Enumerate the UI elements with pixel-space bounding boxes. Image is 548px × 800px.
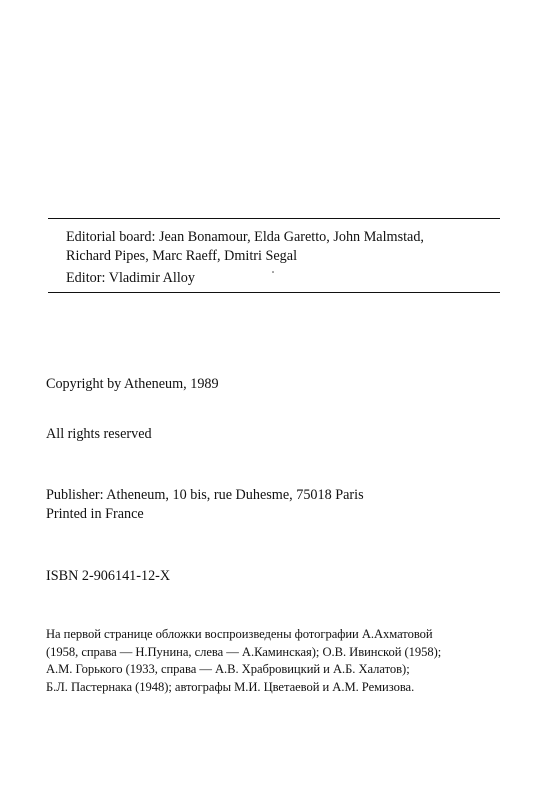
bottom-rule bbox=[48, 292, 500, 293]
copyright-text: Copyright by Atheneum, 1989 bbox=[46, 376, 219, 392]
publisher-text: Publisher: Atheneum, 10 bis, rue Duhesme, 75018 Paris bbox=[46, 487, 364, 503]
printed-text: Printed in France bbox=[46, 505, 144, 522]
editor-line: Editor: Vladimir Alloy bbox=[66, 270, 195, 286]
isbn-text: ISBN 2-906141-12-X bbox=[46, 568, 171, 584]
speck bbox=[272, 271, 274, 273]
publisher-block bbox=[46, 486, 364, 523]
cover-note-line-2: (1958, справа — Н.Пунина, слева — А.Каминская); О.В. Ивинской (1958); bbox=[46, 644, 442, 659]
cover-note-line-4: Б.Л. Пастернака (1948); автографы М.И. Цветаевой и А.М. Ремизова. bbox=[46, 679, 415, 694]
isbn-block bbox=[46, 567, 170, 586]
editorial-board-line-1: Editorial board: Jean Bonamour, Elda Garetto, John Malmstad, bbox=[66, 229, 424, 245]
copyright-block bbox=[46, 375, 219, 394]
cover-note-line-1: На первой странице обложки воспроизведены фотографии А.Ахматовой bbox=[46, 627, 433, 641]
top-rule bbox=[48, 218, 500, 219]
editorial-board-block bbox=[66, 228, 496, 288]
cover-note bbox=[46, 626, 504, 696]
cover-note-line-3: А.М. Горького (1933, справа — А.В. Храбровицкий и А.Б. Халатов); bbox=[46, 662, 410, 676]
rights-text: All rights reserved bbox=[46, 426, 152, 442]
rights-block bbox=[46, 425, 152, 444]
editorial-board-line-2: Richard Pipes, Marc Raeff, Dmitri Segal bbox=[66, 247, 298, 264]
